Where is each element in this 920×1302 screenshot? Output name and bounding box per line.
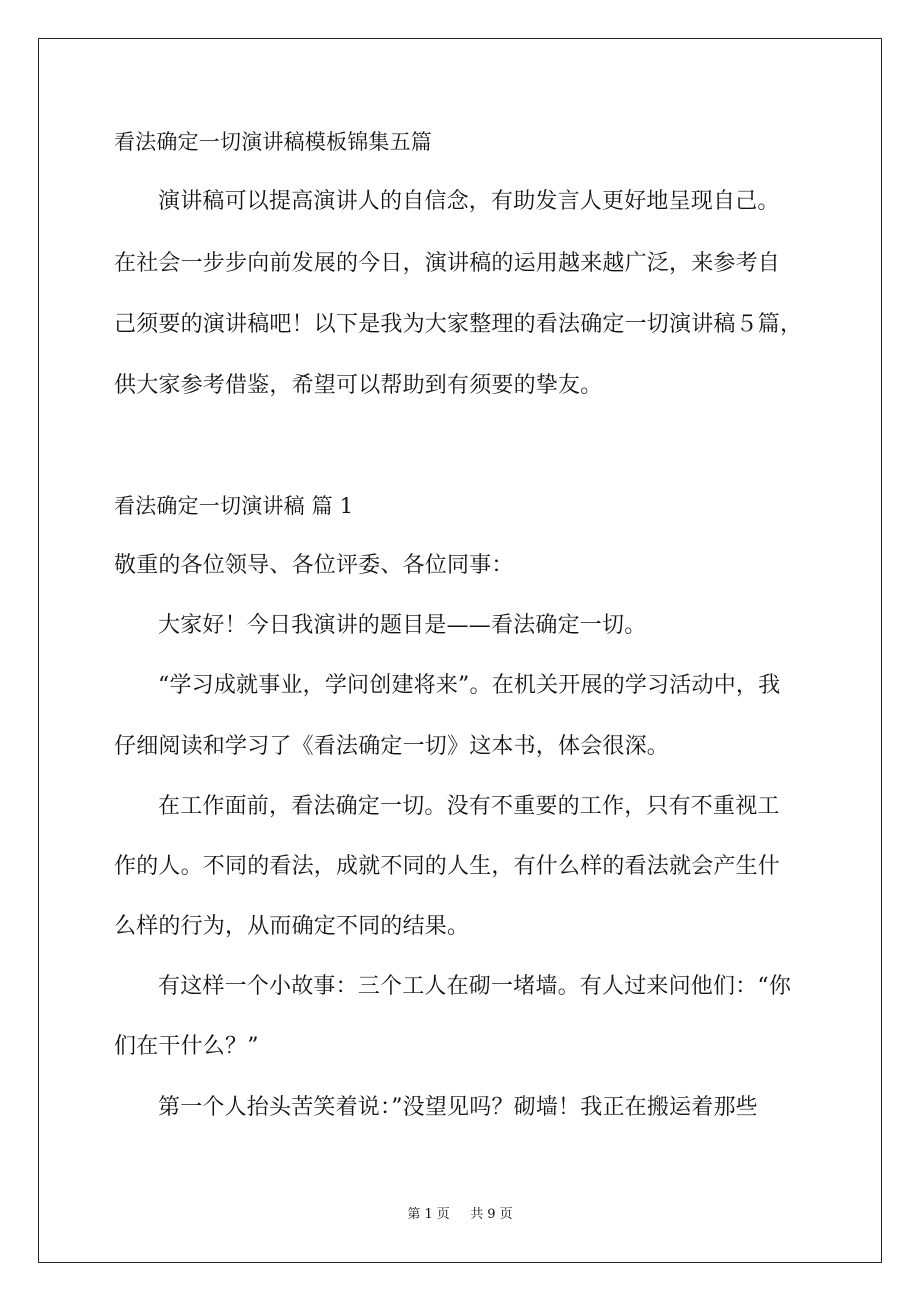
footer-page-label: 第 — [407, 1207, 421, 1222]
body-line-5: 作的人。不同的看法，成就不同的人生，有什么样的看法就会产生什 — [114, 854, 781, 879]
footer-total-label: 共 — [470, 1207, 484, 1222]
intro-line-3: 己须要的演讲稿吧！以下是我为大家整理的看法确定一切演讲稿５篇， — [114, 312, 803, 337]
document-title: 看法确定一切演讲稿模板锦集五篇 — [114, 130, 432, 154]
intro-line-4: 供大家参考借鉴，希望可以帮助到有须要的挚友。 — [114, 373, 603, 398]
body-line-9: 第一个人抬头苦笑着说：”没望见吗？砌墙！我正在搬运着那些 — [158, 1095, 758, 1120]
body-line-2: “学习成就事业，学问创建将来”。在机关开展的学习活动中，我 — [158, 673, 781, 698]
body-line-3: 仔细阅读和学习了《看法确定一切》这本书，体会很深。 — [114, 734, 670, 759]
page-border — [38, 38, 882, 1263]
page-footer — [0, 1206, 920, 1224]
footer-page-number: 1 — [424, 1207, 433, 1222]
body-line-1: 大家好！今日我演讲的题目是——看法确定一切。 — [158, 613, 647, 638]
intro-line-2: 在社会一步步向前发展的今日，演讲稿的运用越来越广泛，来参考自 — [114, 251, 781, 276]
section-heading: 看法确定一切演讲稿 篇 1 — [114, 494, 354, 518]
body-line-6: 么样的行为，从而确定不同的结果。 — [114, 914, 470, 939]
footer-total-pages: 9 — [487, 1207, 496, 1222]
salutation: 敬重的各位领导、各位评委、各位同事： — [114, 553, 514, 578]
footer-total-suffix: 页 — [499, 1207, 513, 1222]
body-line-8: 们在干什么？” — [114, 1034, 259, 1059]
body-line-4: 在工作面前，看法确定一切。没有不重要的工作，只有不重视工 — [158, 794, 780, 819]
footer-page-suffix: 页 — [436, 1207, 450, 1222]
intro-line-1: 演讲稿可以提高演讲人的自信念，有助发言人更好地呈现自己。 — [158, 189, 780, 214]
body-line-7: 有这样一个小故事：三个工人在砌一堵墙。有人过来问他们：“你 — [158, 974, 792, 999]
